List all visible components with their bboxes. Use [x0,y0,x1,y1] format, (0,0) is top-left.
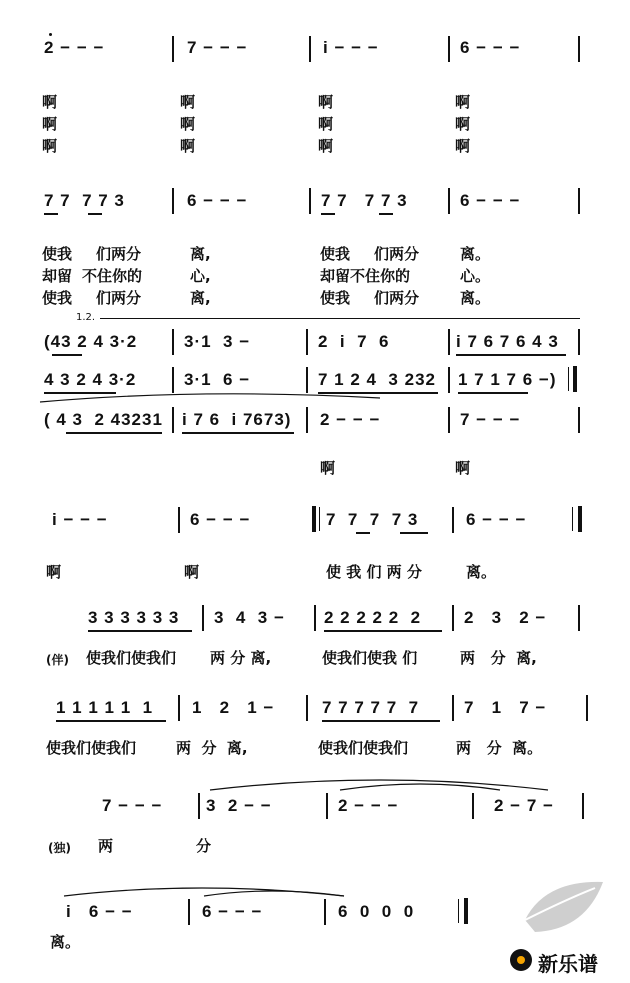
lyric-ah: 啊 [42,137,58,155]
lyric-ah: 啊 [180,93,196,111]
verse2-a2: 不住你的 [82,267,143,285]
verse2-a1: 却留 [42,267,73,285]
notes-r8-m1: 1 1 1 1 1 1 [56,698,154,717]
notes-r9-m1: 7 − − − [102,796,163,815]
verse2-b3: 心。 [460,267,491,285]
lyric-r7-c: 使我们使我 们 [322,649,418,667]
barline [306,367,308,393]
notes-r8-m3: 7 7 7 7 7 7 [322,698,420,717]
notes-r3-m4: i 7 6 7 6 4 3 [456,332,559,351]
barline [448,188,450,214]
underline [44,392,116,394]
barline [309,188,311,214]
barline [578,329,580,355]
verse3-b3: 离。 [460,289,491,307]
verse2-b1: 却留不住你的 [320,267,411,285]
underline [182,432,294,434]
repeat-end-barline [572,507,573,531]
notes-r7-m4: 2 3 2 − [464,608,547,627]
barline [198,793,200,819]
repeat-start-barline [312,506,316,532]
notes-r10-m2: 6 − − − [202,902,263,921]
underline [88,213,102,215]
lyric-r7-a: 使我们使我们 [86,649,177,667]
final-barline [458,899,459,923]
barline [582,793,584,819]
volta-line [100,318,580,319]
notes-r2-m3: 7 7 7 7 3 [321,191,408,210]
notes-r6-m1: i − − − [52,510,108,529]
verse1-b3: 离。 [460,245,491,263]
barline [178,695,180,721]
barline [578,36,580,62]
lyric-r8-a: 使我们使我们 [46,739,137,757]
repeat-start-barline [319,507,320,531]
underline [456,354,566,356]
notes-r9-m2: 3 2 − − [206,796,272,815]
notes-r7-m3: 2 2 2 2 2 2 [324,608,422,627]
notes-r4-m3: 7 1 2 4 3 232 [318,370,436,389]
verse1-a3: 离, [190,245,211,263]
underline [324,630,442,632]
verse1-b2: 们两分 [374,245,420,263]
repeat-barline [568,367,569,391]
barline [578,605,580,631]
barline [172,188,174,214]
notes-r3-m3: 2 i 7 6 [318,332,390,351]
verse3-b2: 们两分 [374,289,420,307]
notes-r6-m4: 6 − − − [466,510,527,529]
barline [452,507,454,533]
repeat-barline [573,366,577,392]
barline [202,605,204,631]
verse3-a2: 们两分 [96,289,142,307]
notes-r1-m2: 7 − − − [187,38,248,57]
underline [66,432,162,434]
barline [448,367,450,393]
lyric-r7-b: 两 分 离, [210,649,272,667]
repeat-end-barline [578,506,582,532]
lyric-ah: 啊 [42,93,58,111]
lyric-r8-d: 两 分 离。 [456,739,543,757]
tie-r9-b [340,784,500,790]
notes-r7-m2: 3 4 3 − [214,608,285,627]
barline [306,407,308,433]
tie-r9-a [210,780,548,790]
lyric-ah: 啊 [180,137,196,155]
underline [322,720,440,722]
notes-r9-m3: 2 − − − [338,796,399,815]
volta-label: 1.2. [76,312,96,323]
lyric-ah: 啊 [455,93,471,111]
barline [172,407,174,433]
lyric-r8-c: 使我们使我们 [318,739,409,757]
barline [448,329,450,355]
lyric-ah: 啊 [455,137,471,155]
lyric-r6-a: 啊 [46,563,62,581]
barline [448,407,450,433]
barline [448,36,450,62]
barline [586,695,588,721]
tie-r10-a [64,888,344,896]
verse3-a1: 使我 [42,289,73,307]
lyric-r6-d: 离。 [466,563,497,581]
final-barline [464,898,468,924]
lyric-r6-c: 使 我 们 两 分 [326,563,422,581]
barline [306,695,308,721]
barline [188,899,190,925]
notes-r7-m1: 3 3 3 3 3 3 [88,608,180,627]
lyric-r6-b: 啊 [184,563,200,581]
lyric-r9-a: 两 [98,837,114,855]
notes-r9-m4: 2 − 7 − [494,796,554,815]
verse1-a2: 们两分 [96,245,142,263]
lyric-r10: 离。 [50,933,81,951]
lyric-ah: 啊 [318,137,334,155]
lyric-ah: 啊 [318,115,334,133]
underline [88,630,192,632]
notes-r2-m4: 6 − − − [460,191,521,210]
lyric-ah: 啊 [455,459,471,477]
notes-r5-m3: 2 − − − [320,410,381,429]
notes-r5-m1: ( 4 3 2 43231 [44,410,163,429]
barline [172,329,174,355]
underline [458,392,528,394]
notes-r4-m1: 4 3 2 4 3·2 [44,370,137,389]
underline [321,213,335,215]
lyric-ah: 啊 [180,115,196,133]
barline [306,329,308,355]
barline [324,899,326,925]
notes-r1-m4: 6 − − − [460,38,521,57]
lyric-r7-d: 两 分 离, [460,649,537,667]
barline [452,605,454,631]
notes-r3-m1: (43 2 4 3·2 [44,332,138,351]
lyric-ah: 啊 [318,93,334,111]
notes-r8-m4: 7 1 7 − [464,698,547,717]
notes-r10-m3: 6 0 0 0 [338,902,415,921]
solo-tag: (独) [48,841,71,855]
notes-r5-m4: 7 − − − [460,410,521,429]
high-dot [49,33,52,36]
underline [356,532,370,534]
notes-r2-m2: 6 − − − [187,191,248,210]
underline [400,532,428,534]
underline [52,354,82,356]
notes-r2-m1: 7 7 7 7 3 [44,191,125,210]
verse3-b1: 使我 [320,289,351,307]
underline [318,392,438,394]
lyric-ah: 啊 [42,115,58,133]
notes-r6-m2: 6 − − − [190,510,251,529]
underline [44,213,58,215]
slur-r5 [40,394,380,402]
barline [578,407,580,433]
notes-r4-m2: 3·1 6 − [184,370,251,389]
notes-r6-m3: 7 7 7 7 3 [326,510,419,529]
tie-r10-b [204,891,344,896]
notes-r1-m1: 2 − − − [44,38,105,57]
verse3-a3: 离, [190,289,211,307]
notes-r3-m2: 3·1 3 − [184,332,251,351]
barline [309,36,311,62]
verse2-a3: 心, [190,267,211,285]
verse1-a1: 使我 [42,245,73,263]
barline [314,605,316,631]
lyric-r8-b: 两 分 离, [176,739,248,757]
barline [326,793,328,819]
underline [379,213,393,215]
notes-r1-m3: i − − − [323,38,379,57]
lyric-ah: 啊 [455,115,471,133]
barline [578,188,580,214]
notes-r8-m2: 1 2 1 − [192,698,275,717]
notes-r4-m4: 1 7 1 7 6 −) [458,370,557,389]
verse1-b1: 使我 [320,245,351,263]
logo-text: 新乐谱 [538,952,598,976]
barline [472,793,474,819]
barline [172,36,174,62]
accompaniment-tag: (伴) [46,653,69,667]
lyric-ah: 啊 [320,459,336,477]
notes-r5-m2: i 7 6 i 7673) [182,410,292,429]
underline [56,720,166,722]
barline [452,695,454,721]
barline [178,507,180,533]
barline [172,367,174,393]
notes-r10-m1: i 6 − − [66,902,133,921]
lyric-r9-b: 分 [196,837,212,855]
